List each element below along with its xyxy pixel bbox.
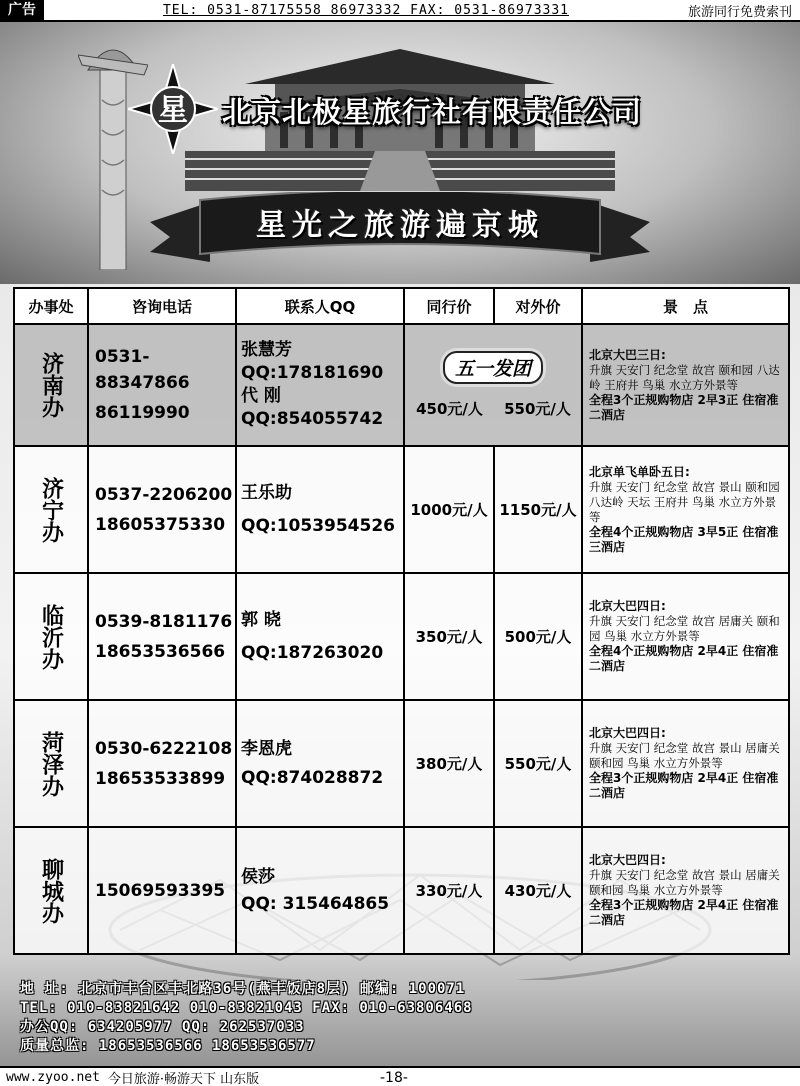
footer-office-qq: 办公QQ: 634205977 QQ: 262537033 bbox=[20, 1019, 305, 1035]
spots-cell bbox=[582, 700, 789, 827]
magazine-slogan: 今日旅游·畅游天下 山东版 bbox=[107, 1071, 260, 1086]
col-header-peer-price: 同行价 bbox=[404, 288, 494, 324]
spots-cell bbox=[582, 827, 789, 954]
office-name: 聊城办 bbox=[38, 857, 64, 924]
top-contact-line: TEL: 0531-87175558 86973332 FAX: 0531-86973331 bbox=[162, 2, 569, 18]
office-name: 菏泽办 bbox=[38, 730, 64, 797]
contact-cell bbox=[236, 446, 404, 573]
tour-spots: 升旗 天安门 纪念堂 故宫 景山 居庸关 颐和园 鸟巢 水立方外景等 bbox=[589, 868, 780, 897]
tour-spots: 升旗 天安门 纪念堂 故宫 景山 居庸关 颐和园 鸟巢 水立方外景等 bbox=[589, 741, 780, 770]
public-price: 550元/人 bbox=[504, 400, 571, 418]
footer-tel: TEL: 010-83821642 010-83821043 FAX: 010-63806468 bbox=[20, 1000, 473, 1016]
phone-cell bbox=[88, 700, 236, 827]
public-price: 1150元/人 bbox=[494, 446, 582, 573]
contact-qq: QQ:874028872 bbox=[241, 767, 384, 788]
office-name: 济南办 bbox=[38, 352, 64, 418]
footer-quality-supervisor: 质量总监: 18653536566 18653536577 bbox=[20, 1038, 316, 1054]
table-row bbox=[14, 700, 789, 827]
contact-name: 代 刚 bbox=[241, 386, 281, 406]
table-row bbox=[14, 324, 789, 446]
may-day-tour-badge bbox=[443, 351, 543, 384]
tour-title: 北京大巴三日: bbox=[589, 347, 666, 362]
phone-cell bbox=[88, 573, 236, 700]
phone-number: 18653533899 bbox=[95, 768, 226, 789]
footer-address: 地 址: 北京市丰台区丰北路36号(燕丰饭店8层) 邮编: 100071 bbox=[20, 981, 466, 997]
tour-note: 全程4个正规购物店 2早4正 住宿准二酒店 bbox=[589, 644, 779, 673]
col-header-contact: 联系人QQ bbox=[236, 288, 404, 324]
tour-note: 全程3个正规购物店 2早4正 住宿准二酒店 bbox=[589, 771, 779, 800]
free-magazine-note: 旅游同行免费索刊 bbox=[687, 4, 792, 20]
office-name: 济宁办 bbox=[38, 476, 64, 543]
peer-price: 330元/人 bbox=[404, 827, 494, 954]
bottom-bar bbox=[0, 1066, 800, 1086]
north-star-logo-icon bbox=[128, 64, 218, 154]
table-row bbox=[14, 573, 789, 700]
spots-cell bbox=[582, 446, 789, 573]
contact-qq: QQ: 315464865 bbox=[241, 893, 390, 914]
contact-name: 李恩虎 bbox=[241, 738, 292, 759]
top-bar bbox=[0, 0, 800, 22]
phone-number: 0539-8181176 bbox=[95, 611, 233, 632]
contact-cell bbox=[236, 827, 404, 954]
phone-number: 0530-6222108 bbox=[95, 738, 233, 759]
contact-qq: QQ:1053954526 bbox=[241, 515, 395, 536]
contact-name: 王乐助 bbox=[241, 482, 292, 503]
price-cell-combined bbox=[404, 324, 582, 446]
public-price: 500元/人 bbox=[494, 573, 582, 700]
table-header-row bbox=[14, 288, 789, 324]
col-header-spots: 景 点 bbox=[582, 288, 789, 324]
contact-qq: QQ:178181690 bbox=[241, 363, 384, 383]
table-row bbox=[14, 827, 789, 954]
tour-spots: 升旗 天安门 纪念堂 故宫 景山 颐和园 八达岭 天坛 王府井 鸟巢 水立方外景等 bbox=[589, 479, 780, 524]
tour-title: 北京单飞单卧五日: bbox=[589, 464, 690, 479]
table-row bbox=[14, 446, 789, 573]
slogan: 星光之旅游遍京城 bbox=[256, 208, 544, 243]
company-name: 北京北极星旅行社有限责任公司 bbox=[222, 95, 643, 129]
public-price: 430元/人 bbox=[494, 827, 582, 954]
public-price: 550元/人 bbox=[494, 700, 582, 827]
phone-number: 15069593395 bbox=[95, 880, 226, 901]
spots-cell bbox=[582, 573, 789, 700]
col-header-public-price: 对外价 bbox=[494, 288, 582, 324]
tour-spots: 升旗 天安门 纪念堂 故宫 居庸关 颐和园 鸟巢 水立方外景等 bbox=[589, 614, 780, 643]
phone-cell bbox=[88, 446, 236, 573]
page-number: -18- bbox=[380, 1070, 408, 1086]
tour-note: 全程4个正规购物店 3早5正 住宿准三酒店 bbox=[589, 524, 779, 554]
footer-contact-block bbox=[20, 980, 790, 1056]
col-header-office: 办事处 bbox=[14, 288, 88, 324]
peer-price: 350元/人 bbox=[404, 573, 494, 700]
phone-number: 18653536566 bbox=[95, 641, 226, 662]
tour-title: 北京大巴四日: bbox=[589, 599, 666, 613]
offices-table bbox=[13, 287, 790, 955]
contact-name: 张慧芳 bbox=[241, 340, 292, 360]
contact-cell bbox=[236, 324, 404, 446]
logo-char: 星 bbox=[158, 93, 188, 128]
spots-cell bbox=[582, 324, 789, 446]
tour-note: 全程3个正规购物店 2早3正 住宿准二酒店 bbox=[589, 392, 779, 422]
tour-title: 北京大巴四日: bbox=[589, 853, 666, 867]
tour-title: 北京大巴四日: bbox=[589, 726, 666, 740]
ad-tag: 广告 bbox=[0, 0, 44, 21]
office-name: 临沂办 bbox=[38, 603, 64, 670]
contact-name: 侯莎 bbox=[241, 866, 275, 887]
phone-number: 0531-88347866 bbox=[95, 347, 190, 393]
phone-number: 18605375330 bbox=[95, 514, 226, 535]
col-header-phone: 咨询电话 bbox=[88, 288, 236, 324]
website-link[interactable]: www.zyoo.net bbox=[6, 1069, 100, 1085]
contact-name: 郭 晓 bbox=[241, 609, 281, 630]
phone-cell bbox=[88, 827, 236, 954]
badge-text: 五一发团 bbox=[454, 358, 531, 380]
phone-cell bbox=[88, 324, 236, 446]
peer-price: 450元/人 bbox=[416, 400, 483, 418]
phone-number: 86119990 bbox=[95, 403, 190, 423]
phone-number: 0537-2206200 bbox=[95, 484, 233, 505]
contact-qq: QQ:854055742 bbox=[241, 409, 384, 429]
contact-cell bbox=[236, 573, 404, 700]
header-banner bbox=[0, 22, 800, 284]
contact-cell bbox=[236, 700, 404, 827]
contact-qq: QQ:187263020 bbox=[241, 642, 384, 663]
tour-note: 全程3个正规购物店 2早4正 住宿准二酒店 bbox=[589, 898, 779, 927]
tour-spots: 升旗 天安门 纪念堂 故宫 颐和园 八达岭 王府井 鸟巢 水立方外景等 bbox=[589, 362, 780, 392]
peer-price: 380元/人 bbox=[404, 700, 494, 827]
peer-price: 1000元/人 bbox=[404, 446, 494, 573]
